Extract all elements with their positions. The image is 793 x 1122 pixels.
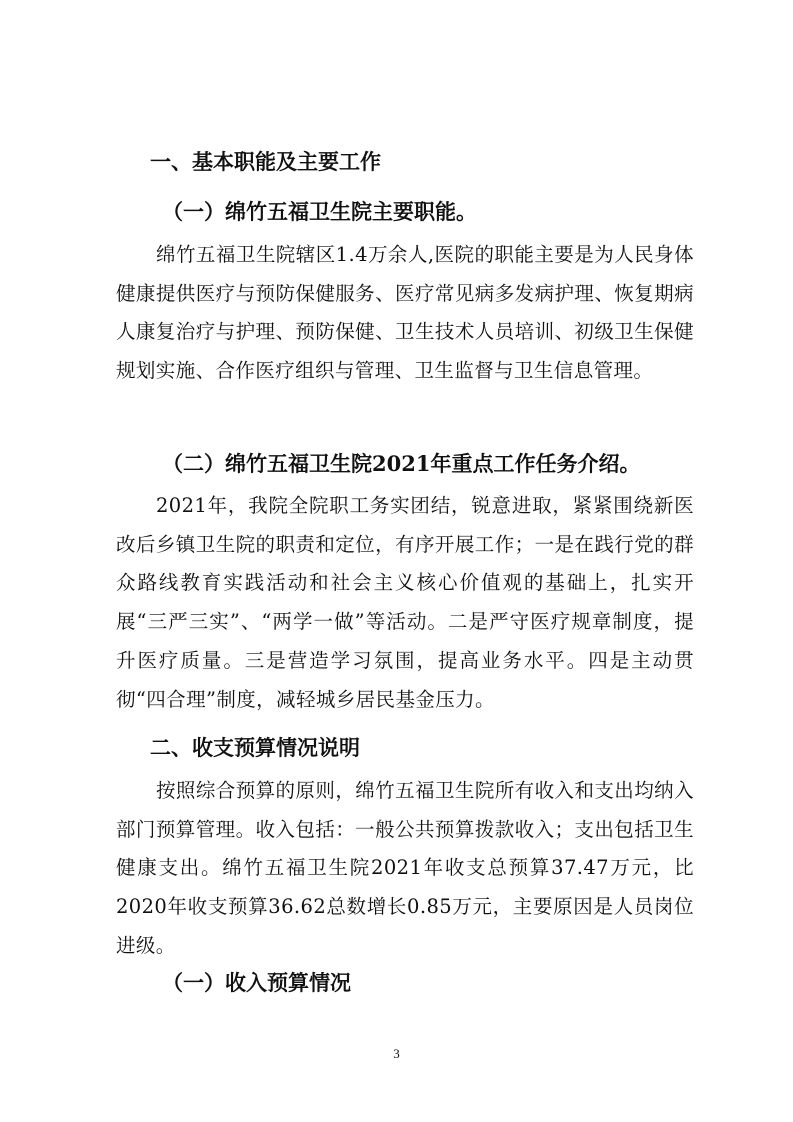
subheading-key-tasks-2021: （二）绵竹五福卫生院2021年重点工作任务介绍。	[162, 451, 641, 476]
subheading-main-functions: （一）绵竹五福卫生院主要职能。	[162, 199, 477, 224]
section-heading-budget: 二、收支预算情况说明	[150, 735, 360, 760]
section-heading-basic-functions: 一、基本职能及主要工作	[150, 149, 381, 174]
paragraph-key-tasks-2021: 2021年，我院全院职工务实团结，锐意进取，紧紧围绕新医改后乡镇卫生院的职责和定位，有序开展工作；一是在践行党的群众路线教育实践活动和社会主义核心价值观的基础上，扎实开展“三严三实”、“两学一做”等活动。二是严守医疗规章制度，提升医疗质量。三是营造学习氛围，提高业务水平。四是主动贯彻“四合理”制度，减轻城乡居民基金压力。	[116, 494, 694, 711]
paragraph-main-functions: 绵竹五福卫生院辖区1.4万余人,医院的职能主要是为人民身体健康提供医疗与预防保健服务、医疗常见病多发病护理、恢复期病人康复治疗与护理、预防保健、卫生技术人员培训、初级卫生保健规划实施、合作医疗组织与管理、卫生监督与卫生信息管理。	[116, 243, 694, 383]
page-number: 3	[393, 1046, 400, 1061]
subheading-income-budget: （一）收入预算情况	[162, 970, 351, 995]
paragraph-budget-summary: 按照综合预算的原则，绵竹五福卫生院所有收入和支出均纳入部门预算管理。收入包括：一般公共预算拨款收入；支出包括卫生健康支出。绵竹五福卫生院2021年收支总预算37.47万元，比2020年收支预算36.62总数增长0.85万元，主要原因是人员岗位进级。	[116, 779, 694, 957]
